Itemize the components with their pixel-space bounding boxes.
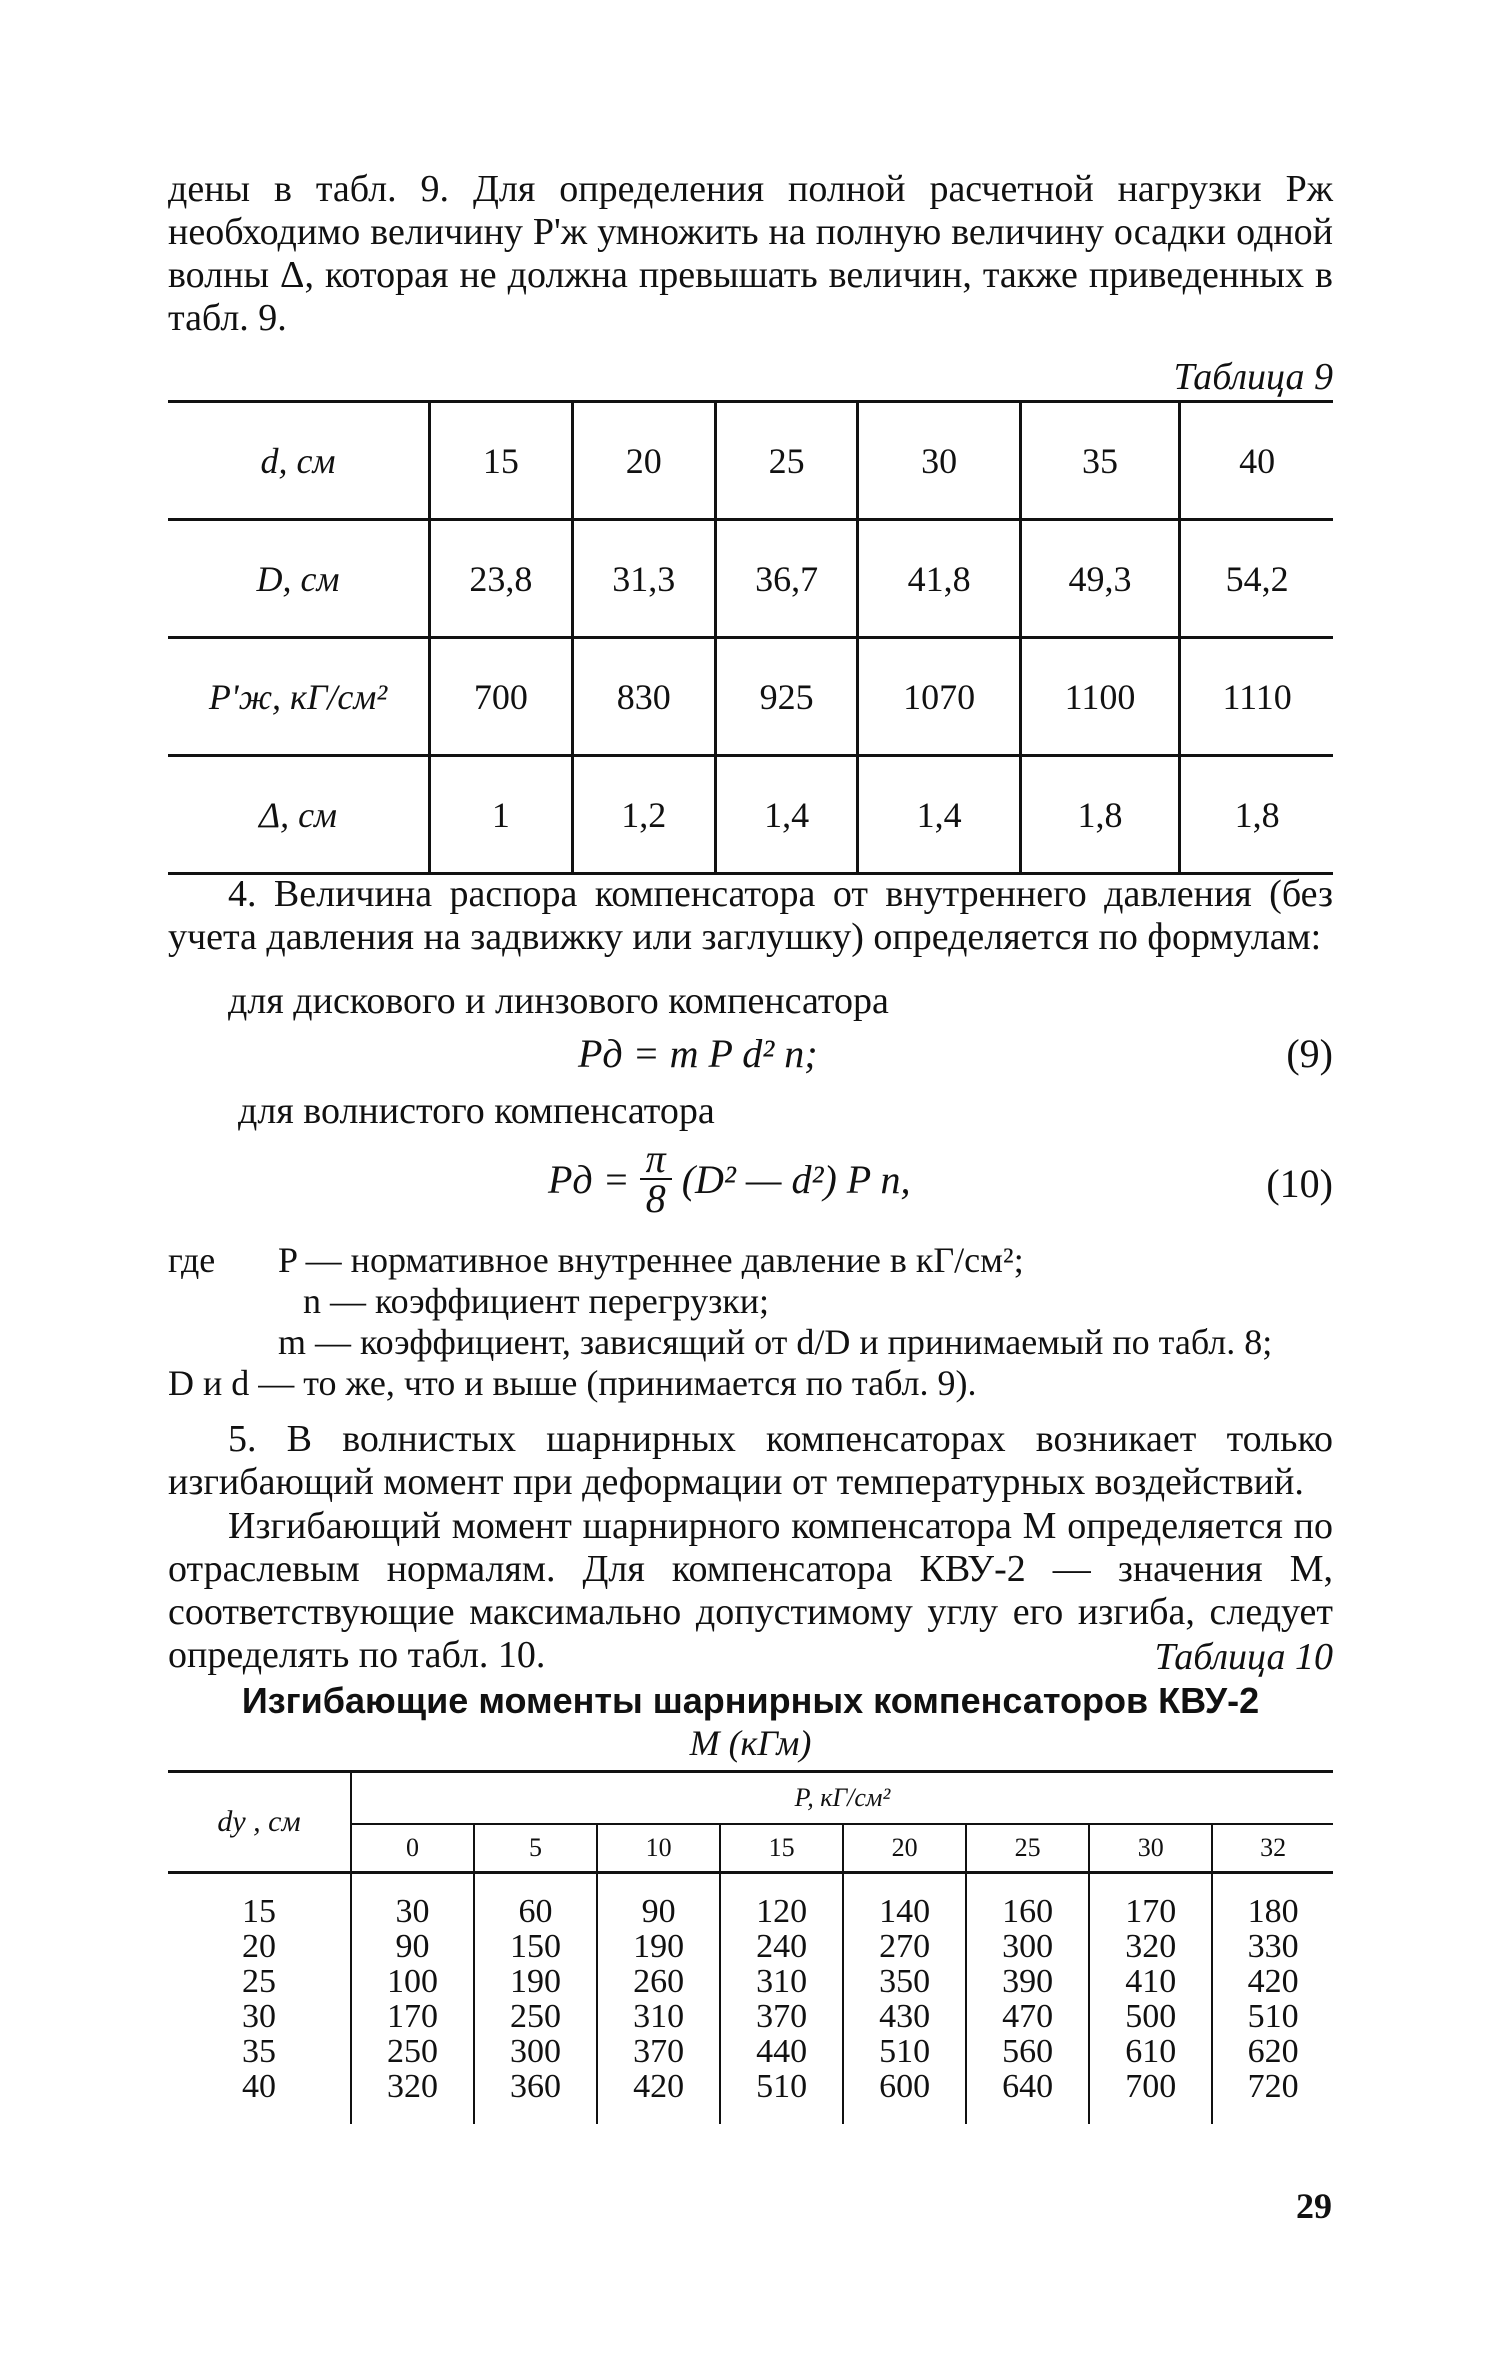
table9-cell: 1110 [1180, 638, 1333, 756]
table10-d-value: 40 [242, 2068, 276, 2105]
table10-cell: 500 [1125, 1998, 1177, 2035]
definition-p-text: P — нормативное внутреннее давление в кГ/см²; [278, 1240, 1024, 1280]
table10-cell: 190 [633, 1928, 685, 1965]
table9-cell: 1,4 [715, 756, 858, 874]
formula-9-number: (9) [1286, 1031, 1333, 1076]
formula-9 [168, 1030, 1333, 1080]
table10-cell: 140 [879, 1893, 931, 1930]
table9-cell: 1,2 [572, 756, 715, 874]
table9-grid [168, 400, 1333, 875]
table10-cell: 190 [510, 1963, 562, 2000]
table10-column-header: 0 [351, 1824, 474, 1873]
definition-dd: D и d — то же, что и выше (принимается по табл. 9). [168, 1363, 977, 1403]
table10-caption: Таблица 10 [1154, 1636, 1333, 1678]
table10-cell: 390 [1002, 1963, 1054, 2000]
table9-cell: 23,8 [430, 520, 573, 638]
table9-cell: 20 [572, 402, 715, 520]
formula-10-expression [548, 1136, 911, 1221]
table10-column-header: 30 [1089, 1824, 1212, 1873]
table9-cell: 40 [1180, 402, 1333, 520]
table9-row-label: d, см [260, 440, 336, 481]
table10-cell: 250 [510, 1998, 562, 2035]
table10-cell: 310 [633, 1998, 685, 2035]
table10-cell: 420 [633, 2068, 685, 2105]
table10-cell: 370 [756, 1998, 808, 2035]
table9-cell: 30 [858, 402, 1020, 520]
definitions [168, 1240, 1333, 1404]
table9 [168, 400, 1333, 875]
table9-row [168, 520, 1333, 638]
table9-cell: 1,8 [1020, 756, 1179, 874]
table9-cell: 41,8 [858, 520, 1020, 638]
table9-row [168, 638, 1333, 756]
table10-cell: 440 [756, 2033, 808, 2070]
table10-cell: 700 [1125, 2068, 1177, 2105]
table10-cell: 600 [879, 2068, 931, 2105]
table10-cell: 410 [1125, 1963, 1177, 2000]
formula-10-fraction [640, 1136, 672, 1221]
table10-cell: 100 [387, 1963, 439, 2000]
table9-row-label: D, см [256, 558, 340, 599]
table10-column-header: 25 [966, 1824, 1089, 1873]
table9-cell: 700 [430, 638, 573, 756]
table10-cell: 300 [510, 2033, 562, 2070]
definition-n: n — коэффициент перегрузки; [303, 1281, 770, 1321]
formula-10-number: (10) [1266, 1161, 1333, 1206]
table10-cell: 510 [1247, 1998, 1299, 2035]
table9-cell: 54,2 [1180, 520, 1333, 638]
page-number: 29 [1296, 2186, 1332, 2226]
table10-cell: 560 [1002, 2033, 1054, 2070]
wave-compensator-label: для волнистого компенсатора [238, 1090, 715, 1132]
table10-cell: 320 [1125, 1928, 1177, 1965]
table10-cell: 350 [879, 1963, 931, 2000]
table10-cell: 170 [1125, 1893, 1177, 1930]
table10 [168, 1770, 1333, 2124]
table9-cell: 36,7 [715, 520, 858, 638]
table9-cell: 31,3 [572, 520, 715, 638]
table10-d-value: 15 [242, 1893, 276, 1930]
intro-paragraph: дены в табл. 9. Для определения полной расчетной нагрузки Pж необходимо величину P'ж умножить на полную величину осадки одной волны Δ, которая не должна превышать величин, также приведенных в табл. 9. [168, 168, 1333, 339]
table10-column-header: 32 [1212, 1824, 1333, 1873]
table9-row [168, 756, 1333, 874]
table10-cell: 240 [756, 1928, 808, 1965]
definition-m: m — коэффициент, зависящий от d/D и принимаемый по табл. 8; [278, 1322, 1273, 1362]
table9-cell: 25 [715, 402, 858, 520]
table10-header-row [168, 1772, 1333, 1825]
formula-10 [168, 1136, 1333, 1230]
table9-cell: 1070 [858, 638, 1020, 756]
table9-cell: 1,4 [858, 756, 1020, 874]
formula-10-right: (D² — d²) P n, [681, 1156, 911, 1202]
table10-subtitle: M (кГм) [689, 1723, 812, 1763]
table10-title: Изгибающие моменты шарнирных компенсаторов КВУ-2 [241, 1680, 1260, 1721]
table10-cell: 420 [1247, 1963, 1299, 2000]
formula-10-numerator: π [640, 1140, 672, 1180]
table10-d-value: 35 [242, 2033, 276, 2070]
table10-column-header: 5 [474, 1824, 597, 1873]
table10-cell: 180 [1247, 1893, 1299, 1930]
table10-column-header: 15 [720, 1824, 843, 1873]
table10-cell: 170 [387, 1998, 439, 2035]
table10-d-value: 25 [242, 1963, 276, 2000]
table10-cell: 120 [756, 1893, 808, 1930]
table10-cell: 30 [395, 1893, 430, 1930]
table9-row-label: Δ, см [258, 794, 338, 835]
table10-cell: 610 [1125, 2033, 1177, 2070]
paragraph-5: 5. В волнистых шарнирных компенсаторах возникает только изгибающий момент при деформации от температурных воздействий. [168, 1418, 1333, 1503]
table10-cell: 250 [387, 2033, 439, 2070]
table10-cell: 330 [1247, 1928, 1299, 1965]
table9-cell: 1 [430, 756, 573, 874]
disk-compensator-label: для дискового и линзового компенсатора [228, 980, 889, 1022]
table10-cell: 90 [395, 1928, 430, 1965]
table9-cell: 35 [1020, 402, 1179, 520]
table9-cell: 49,3 [1020, 520, 1179, 638]
table9-cell: 1,8 [1180, 756, 1333, 874]
table10-grid [168, 1770, 1333, 2124]
table10-cell: 360 [510, 2068, 562, 2105]
table10-cell: 310 [756, 1963, 808, 2000]
table9-cell: 1100 [1020, 638, 1179, 756]
table10-column-header: 10 [597, 1824, 720, 1873]
table10-cell: 60 [518, 1893, 553, 1930]
table10-cell: 90 [641, 1893, 676, 1930]
definition-p [168, 1240, 1333, 1281]
table10-cell: 160 [1002, 1893, 1054, 1930]
table10-cell: 430 [879, 1998, 931, 2035]
table10-cell: 620 [1247, 2033, 1299, 2070]
table10-cell: 640 [1002, 2068, 1054, 2105]
table10-body-row [168, 1873, 1333, 2125]
formula-10-denominator: 8 [645, 1176, 666, 1221]
table9-row-label: P'ж, кГ/см² [208, 676, 388, 717]
where-word: где [168, 1240, 216, 1280]
table10-column-header: 20 [843, 1824, 966, 1873]
formula-9-expression: Pд = m P d² n; [578, 1031, 818, 1076]
table10-cell: 370 [633, 2033, 685, 2070]
table10-cell: 270 [879, 1928, 931, 1965]
table9-row [168, 402, 1333, 520]
table9-cell: 925 [715, 638, 858, 756]
table10-cell: 720 [1247, 2068, 1299, 2105]
table9-cell: 15 [430, 402, 573, 520]
table9-cell: 830 [572, 638, 715, 756]
table10-p-header: P, кГ/см² [351, 1772, 1333, 1825]
table10-d-value: 20 [242, 1928, 276, 1965]
table10-d-value: 30 [242, 1998, 276, 2035]
table10-cell: 320 [387, 2068, 439, 2105]
formula-10-left: Pд = [548, 1156, 630, 1202]
table10-cell: 260 [633, 1963, 685, 2000]
table9-caption: Таблица 9 [1173, 356, 1333, 398]
paragraph-6: Изгибающий момент шарнирного компенсатора M определяется по отраслевым нормалям. Для компенсатора КВУ-2 — значения M, соответствующие максимально допустимому углу его изгиба, следует определять по табл. 10. [168, 1505, 1333, 1676]
paragraph-4: 4. Величина распора компенсатора от внутреннего давления (без учета давления на задвижку или заглушку) определяется по формулам: [168, 873, 1333, 958]
table10-cell: 510 [756, 2068, 808, 2105]
table10-cell: 470 [1002, 1998, 1054, 2035]
table10-cell: 150 [510, 1928, 562, 1965]
table10-d-header: dу , см [168, 1772, 351, 1873]
table10-cell: 300 [1002, 1928, 1054, 1965]
table10-cell: 510 [879, 2033, 931, 2070]
